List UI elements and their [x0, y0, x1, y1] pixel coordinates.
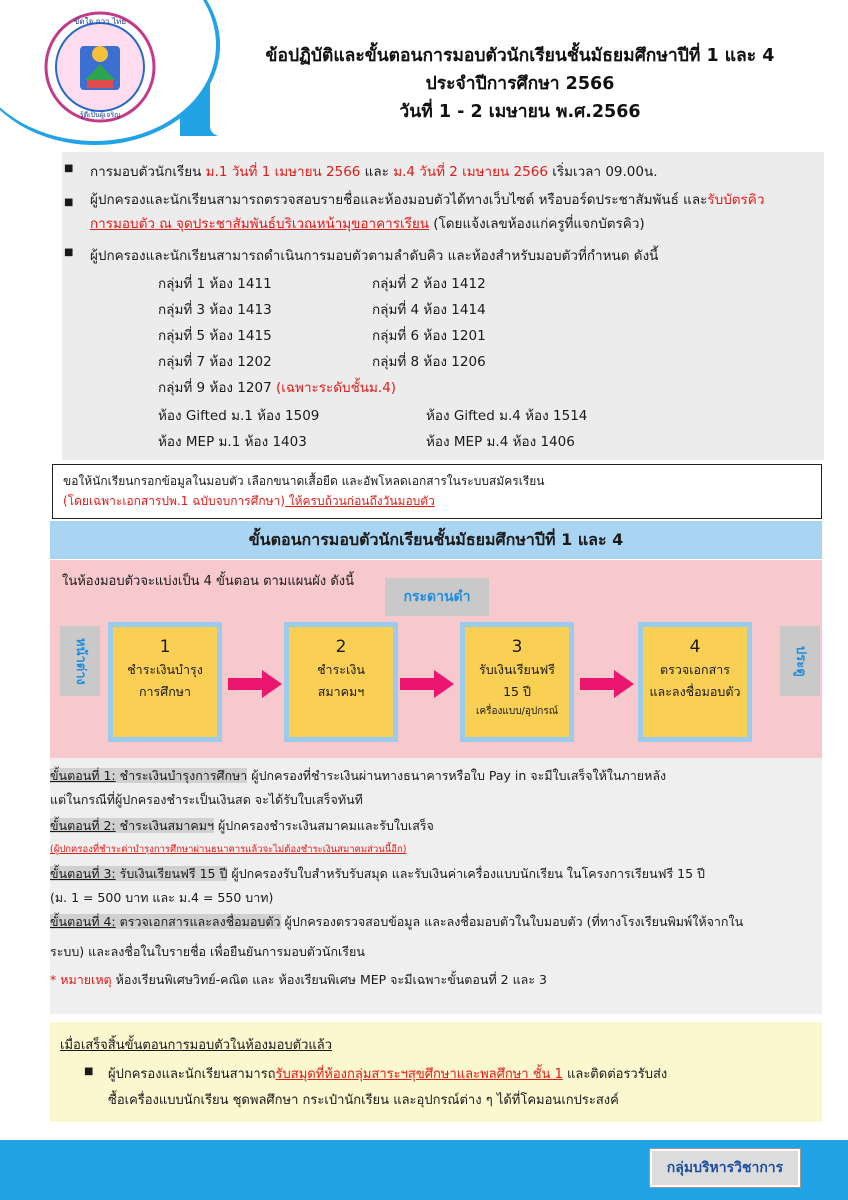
academic-affairs-button[interactable]: กลุ่มบริหารวิชาการ — [650, 1149, 800, 1187]
info-text: ผู้ปกครองและนักเรียนสามารถดำเนินการมอบตัวตามลำดับคิว และห้องสำหรับมอบตัวที่กำหนด ดังนี้ — [90, 248, 659, 264]
completion-text-b: และติดต่อรวรับส่ง — [562, 1067, 668, 1082]
group-6: กลุ่มที่ 6 ห้อง 1201 — [372, 328, 486, 344]
mep-m4: ห้อง MEP ม.4 ห้อง 1406 — [426, 434, 575, 450]
step-4-title: ตรวจเอกสารและลงชื่อมอบตัว — [115, 914, 281, 929]
step-2-title: ชำระเงินสมาคมฯ — [115, 818, 214, 833]
bullet-icon: ■ — [64, 197, 74, 208]
arrow-right-icon — [228, 670, 282, 698]
bullet-icon: ■ — [64, 247, 74, 258]
step-1-text-2: แต่ในกรณีที่ผู้ปกครองชำระเป็นเงินสด จะได้รับใบเสร็จทันที — [50, 792, 363, 807]
step-4-text: ผู้ปกครองตรวจสอบข้อมูล และลงชื่อมอบตัวในใบมอบตัว (ที่ทางโรงเรียนพิมพ์ให้จากใน — [280, 914, 744, 929]
step-box-4 — [638, 622, 752, 742]
step-label: ชำระเงิน — [317, 662, 365, 677]
completion-text-c: ซื้อเครื่องแบบนักเรียน ชุดพลศึกษา กระเป๋านักเรียน และอุปกรณ์ต่าง ๆ ได้ที่โคมอนเกประสงค์ — [108, 1093, 619, 1108]
step-3-label: ขั้นตอนที่ 3: — [50, 866, 116, 881]
door-label: ประตู — [780, 626, 820, 696]
remark-label: * หมายเหตุ — [50, 972, 112, 987]
group-7: กลุ่มที่ 7 ห้อง 1202 — [158, 354, 272, 370]
group-9-note: (เฉพาะระดับชั้นม.4) — [275, 380, 397, 396]
notice-box — [52, 464, 822, 519]
title-line-2: ประจำปีการศึกษา 2566 — [425, 74, 615, 94]
flow-diagram — [50, 560, 822, 758]
mep-m1: ห้อง MEP ม.1 ห้อง 1403 — [158, 434, 307, 450]
completion-text-a: ผู้ปกครองและนักเรียนสามารถ — [108, 1067, 276, 1082]
window-label: หน้าต่าง — [60, 626, 100, 696]
group-9 — [158, 376, 396, 398]
page-title — [230, 42, 810, 126]
blackboard-label: กระดานดำ — [385, 578, 489, 616]
group-8: กลุ่มที่ 8 ห้อง 1206 — [372, 354, 486, 370]
group-9-label: กลุ่มที่ 9 ห้อง 1207 — [158, 380, 272, 396]
step-label: ตรวจเอกสาร — [660, 662, 730, 677]
step-box-1 — [108, 622, 222, 742]
info-text: และ — [360, 164, 394, 180]
info-date-m1: ม.1 วันที่ 1 เมษายน 2566 — [205, 164, 361, 180]
step-number: 2 — [335, 637, 347, 657]
notice-line-2 — [63, 491, 811, 511]
gifted-m4: ห้อง Gifted ม.4 ห้อง 1514 — [426, 408, 588, 424]
step-2-label: ขั้นตอนที่ 2: — [50, 818, 116, 833]
step-label: รับเงินเรียนฟรี — [479, 662, 555, 677]
step-3-text-2: (ม. 1 = 500 บาท และ ม.4 = 550 บาท) — [50, 890, 274, 905]
completion-title: เมื่อเสร็จสิ้นขั้นตอนการมอบตัวในห้องมอบตัวแล้ว — [60, 1038, 333, 1053]
school-emblem-icon — [25, 8, 175, 126]
bullet-icon: ■ — [84, 1066, 94, 1077]
step-descriptions — [50, 758, 822, 1014]
info-bullet-2 — [64, 188, 810, 236]
notice-line-1: ขอให้นักเรียนกรอกข้อมูลในมอบตัว เลือกขนาดเสื้อยืด และอัพโหลดเอกสารในระบบสมัครเรียน — [63, 474, 545, 488]
step-number: 4 — [689, 637, 701, 657]
info-text: เริ่มเวลา 09.00น. — [547, 164, 658, 180]
step-1-label: ขั้นตอนที่ 1: — [50, 768, 116, 783]
logo-top-text: ขัดใจ กวา ไทย — [73, 17, 127, 26]
step-4-text-2: ระบบ) และลงชื่อในใบรายชื่อ เพื่อยืนยันการมอบตัวนักเรียน — [50, 944, 365, 959]
info-queue-text: รับบัตรคิว — [707, 192, 765, 208]
step-number: 3 — [511, 637, 523, 657]
completion-pickup-location: รับสมุดที่ห้องกลุ่มสาระฯสุขศึกษาและพลศึกษา ชั้น 1 — [275, 1067, 563, 1082]
arrow-right-icon — [580, 670, 634, 698]
flow-intro: ในห้องมอบตัวจะแบ่งเป็น 4 ขั้นตอน ตามแผนผัง ดังนี้ — [62, 574, 355, 589]
step-3-title: รับเงินเรียนฟรี 15 ปี — [115, 866, 228, 881]
step-label: การศึกษา — [138, 684, 192, 699]
step-label: สมาคมฯ — [317, 684, 365, 699]
notice-document-note: (โดยเฉพาะเอกสารปพ.1 ฉบับจบการศึกษา) — [63, 494, 285, 508]
arrow-right-icon — [400, 670, 454, 698]
step-2-desc — [50, 816, 434, 836]
info-box — [62, 152, 824, 460]
step-box-3 — [460, 622, 574, 742]
group-1: กลุ่มที่ 1 ห้อง 1411 — [158, 276, 272, 292]
info-queue-location: การมอบตัว ณ จุดประชาสัมพันธ์บริเวณหน้ามุขอาคารเรียน — [90, 216, 429, 232]
step-3-text: ผู้ปกครองรับใบสำหรับรับสมุด และรับเงินค่าเครื่องแบบนักเรียน ในโครงการเรียนฟรี 15 ปี — [227, 866, 705, 881]
step-4-desc — [50, 912, 743, 932]
logo-bottom-text: รู้ดีเป็นผู้เจริญ — [79, 111, 121, 119]
group-3: กลุ่มที่ 3 ห้อง 1413 — [158, 302, 272, 318]
step-3-desc — [50, 864, 705, 884]
step-label: ชำระเงินบำรุง — [127, 662, 203, 677]
group-2: กลุ่มที่ 2 ห้อง 1412 — [372, 276, 486, 292]
step-2-note: (ผู้ปกครองที่ชำระค่าบำรุงการศึกษาผ่านธนาคารแล้วจะไม่ต้องชำระเงินสมาคมส่วนนี้อีก) — [50, 844, 407, 855]
step-label: 15 ปี — [503, 684, 531, 699]
notice-deadline: ให้ครบถ้วนก่อนถึงวันมอบตัว — [284, 494, 435, 508]
remark — [50, 970, 547, 990]
info-bullet-1 — [64, 160, 658, 182]
step-1-desc — [50, 766, 666, 786]
title-line-1: ข้อปฏิบัติและขั้นตอนการมอบตัวนักเรียนชั้นมัธยมศึกษาปีที่ 1 และ 4 — [265, 46, 775, 66]
completion-box — [50, 1022, 822, 1122]
title-line-3: วันที่ 1 - 2 เมษายน พ.ศ.2566 — [399, 102, 641, 122]
step-1-text: ผู้ปกครองที่ชำระเงินผ่านทางธนาคารหรือใบ Pay in จะมีใบเสร็จให้ในภายหลัง — [247, 768, 667, 783]
steps-title: ขั้นตอนการมอบตัวนักเรียนชั้นมัธยมศึกษาปีที่ 1 และ 4 — [50, 521, 822, 559]
group-5: กลุ่มที่ 5 ห้อง 1415 — [158, 328, 272, 344]
step-4-label: ขั้นตอนที่ 4: — [50, 914, 116, 929]
remark-text: ห้องเรียนพิเศษวิทย์-คณิต และ ห้องเรียนพิเศษ MEP จะมีเฉพาะขั้นตอนที่ 2 และ 3 — [111, 972, 547, 987]
completion-text — [108, 1062, 808, 1114]
step-number: 1 — [159, 637, 171, 657]
step-label: และลงชื่อมอบตัว — [649, 684, 741, 699]
step-1-title: ชำระเงินบำรุงการศึกษา — [115, 768, 248, 783]
group-4: กลุ่มที่ 4 ห้อง 1414 — [372, 302, 486, 318]
info-bullet-3 — [64, 244, 659, 266]
step-box-2 — [284, 622, 398, 742]
step-sublabel: เครื่องแบบ/อุปกรณ์ — [476, 706, 558, 717]
gifted-m1: ห้อง Gifted ม.1 ห้อง 1509 — [158, 408, 320, 424]
step-2-text: ผู้ปกครองชำระเงินสมาคมและรับใบเสร็จ — [213, 818, 434, 833]
info-date-m4: ม.4 วันที่ 2 เมษายน 2566 — [393, 164, 548, 180]
info-text: การมอบตัวนักเรียน — [90, 164, 206, 180]
bullet-icon: ■ — [64, 163, 74, 174]
info-text: (โดยแจ้งเลขห้องแก่ครูที่แจกบัตรคิว) — [428, 216, 645, 232]
info-text: ผู้ปกครองและนักเรียนสามารถตรวจสอบรายชื่อและห้องมอบตัวได้ทางเว็บไซต์ หรือบอร์ดประชาสัมพันธ์ และ — [90, 192, 708, 208]
